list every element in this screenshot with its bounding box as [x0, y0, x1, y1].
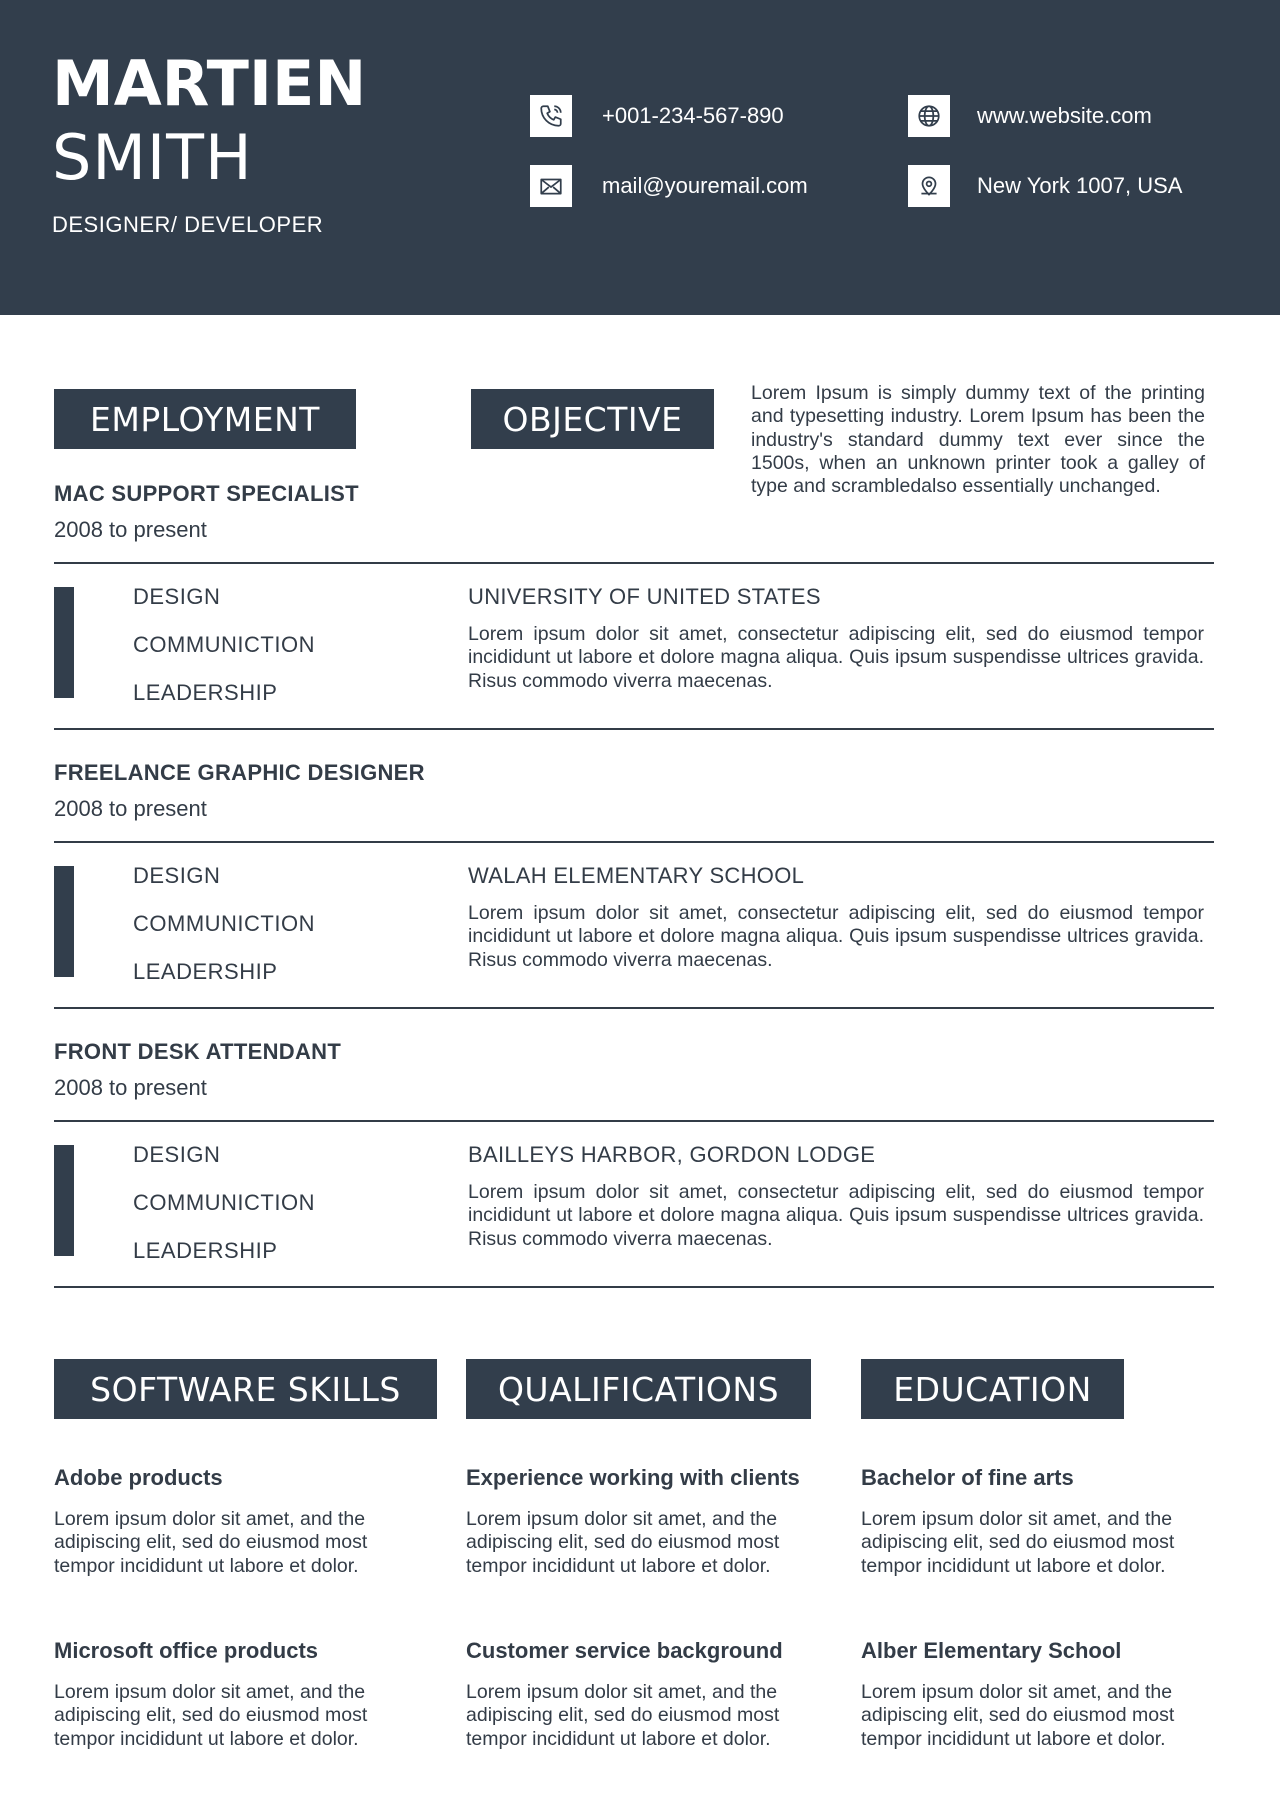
- skill-title: Microsoft office products: [54, 1638, 319, 1663]
- objective-text: Lorem Ipsum is simply dummy text of the printing and typesetting industry. Lorem Ipsum has been the industry's standard dummy text ever since the 1500s, when an unknown printer took a galley of type and scrambledalso essentially unchanged.: [751, 382, 1205, 498]
- divider: [54, 1286, 1214, 1288]
- divider: [54, 841, 1214, 843]
- employment-heading: EMPLOYMENT: [54, 389, 356, 449]
- skill-item: COMMUNICTION: [133, 632, 315, 657]
- job-description: Lorem ipsum dolor sit amet, consectetur adipiscing elit, sed do eiusmod tempor incididunt ut labore et dolore magna aliqua. Quis ipsum suspendisse ultrices gravida. Risus commodo viverra maecenas.: [468, 902, 1204, 971]
- skill-item: LEADERSHIP: [133, 680, 278, 705]
- skill-item: LEADERSHIP: [133, 1238, 278, 1263]
- job-period: 2008 to present: [54, 796, 207, 821]
- location-pin-icon: [908, 165, 950, 207]
- skill-text: Lorem ipsum dolor sit amet, and the adipiscing elit, sed do eiusmod most tempor incididunt ut labore et dolor.: [54, 1508, 368, 1577]
- job-period: 2008 to present: [54, 1075, 207, 1100]
- school-name: WALAH ELEMENTARY SCHOOL: [468, 863, 805, 888]
- education-title: Bachelor of fine arts: [861, 1465, 1074, 1490]
- job-title: FRONT DESK ATTENDANT: [54, 1039, 342, 1064]
- divider: [54, 1007, 1214, 1009]
- skill-item: DESIGN: [133, 863, 221, 888]
- divider: [54, 728, 1214, 730]
- software-skills-heading: SOFTWARE SKILLS: [54, 1359, 437, 1419]
- divider: [54, 1120, 1214, 1122]
- phone-icon: [530, 95, 572, 137]
- education-text: Lorem ipsum dolor sit amet, and the adipiscing elit, sed do eiusmod most tempor incididunt ut labore et dolor.: [861, 1508, 1175, 1577]
- location-text: New York 1007, USA: [977, 173, 1183, 198]
- qualification-title: Customer service background: [466, 1638, 783, 1663]
- skill-item: COMMUNICTION: [133, 911, 315, 936]
- skill-item: LEADERSHIP: [133, 959, 278, 984]
- education-title: Alber Elementary School: [861, 1638, 1122, 1663]
- email-link[interactable]: mail@youremail.com: [602, 173, 808, 198]
- qualification-text: Lorem ipsum dolor sit amet, and the adipiscing elit, sed do eiusmod most tempor incididunt ut labore et dolor.: [466, 1681, 780, 1750]
- first-name: MARTIEN: [52, 47, 367, 120]
- qualification-text: Lorem ipsum dolor sit amet, and the adipiscing elit, sed do eiusmod most tempor incididunt ut labore et dolor.: [466, 1508, 780, 1577]
- job-title: MAC SUPPORT SPECIALIST: [54, 481, 359, 506]
- school-name: UNIVERSITY OF UNITED STATES: [468, 584, 821, 609]
- qualification-title: Experience working with clients: [466, 1465, 800, 1490]
- accent-bar: [54, 1145, 74, 1256]
- skill-title: Adobe products: [54, 1465, 223, 1490]
- accent-bar: [54, 587, 74, 698]
- website-link[interactable]: www.website.com: [977, 103, 1152, 128]
- skill-item: COMMUNICTION: [133, 1190, 315, 1215]
- job-title: FREELANCE GRAPHIC DESIGNER: [54, 760, 425, 785]
- school-name: BAILLEYS HARBOR, GORDON LODGE: [468, 1142, 876, 1167]
- education-heading: EDUCATION: [861, 1359, 1124, 1419]
- accent-bar: [54, 866, 74, 977]
- mail-icon: [530, 165, 572, 207]
- skill-item: DESIGN: [133, 1142, 221, 1167]
- job-description: Lorem ipsum dolor sit amet, consectetur adipiscing elit, sed do eiusmod tempor incididunt ut labore et dolore magna aliqua. Quis ipsum suspendisse ultrices gravida. Risus commodo viverra maecenas.: [468, 623, 1204, 692]
- role-title: DESIGNER/ DEVELOPER: [52, 212, 324, 237]
- globe-icon: [908, 95, 950, 137]
- skill-text: Lorem ipsum dolor sit amet, and the adipiscing elit, sed do eiusmod most tempor incididunt ut labore et dolor.: [54, 1681, 368, 1750]
- job-period: 2008 to present: [54, 517, 207, 542]
- education-text: Lorem ipsum dolor sit amet, and the adipiscing elit, sed do eiusmod most tempor incididunt ut labore et dolor.: [861, 1681, 1175, 1750]
- last-name: SMITH: [52, 121, 253, 194]
- divider: [54, 562, 1214, 564]
- qualifications-heading: QUALIFICATIONS: [466, 1359, 811, 1419]
- phone-number[interactable]: +001-234-567-890: [602, 103, 784, 128]
- objective-heading: OBJECTIVE: [471, 389, 714, 449]
- skill-item: DESIGN: [133, 584, 221, 609]
- job-description: Lorem ipsum dolor sit amet, consectetur adipiscing elit, sed do eiusmod tempor incididunt ut labore et dolore magna aliqua. Quis ipsum suspendisse ultrices gravida. Risus commodo viverra maecenas.: [468, 1181, 1204, 1250]
